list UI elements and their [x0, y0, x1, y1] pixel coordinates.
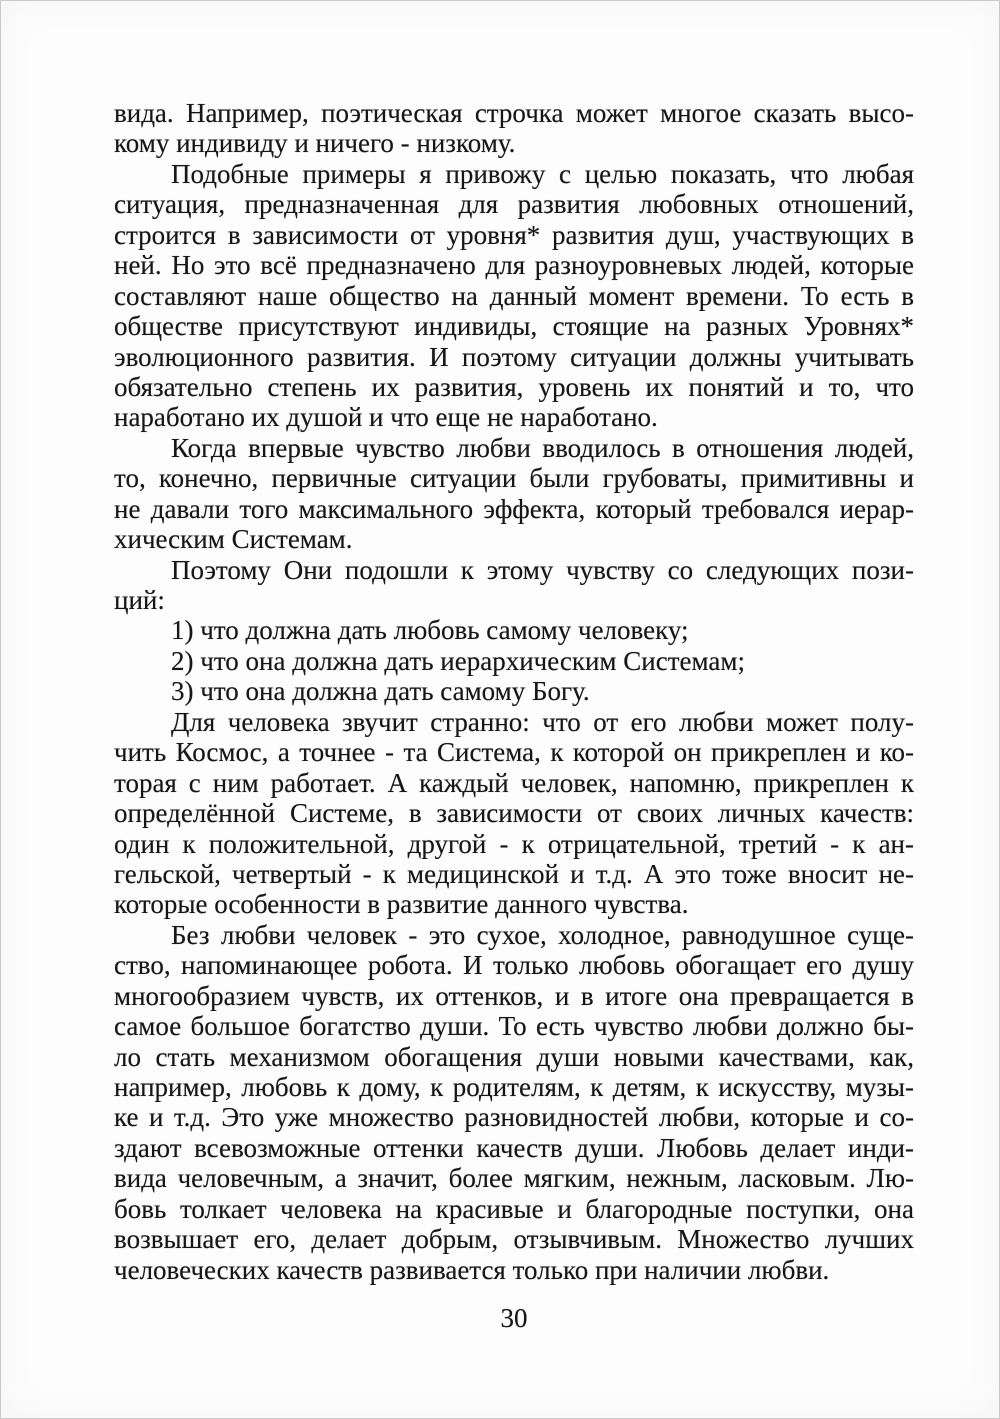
text-line: Для человека звучит странно: что от его любви может полу- — [171, 706, 914, 737]
text-line: бовь толкает человека на красивые и благородные поступки, она — [114, 1193, 914, 1224]
text-line: 2) что она должна дать иерархическим Системам; — [171, 645, 745, 676]
text-line: гельской, четвертый - к медицинской и т.д. А это тоже вносит не- — [114, 858, 914, 889]
text-line: Подобные примеры я привожу с целью показать, что любая — [171, 158, 914, 189]
text-line: строится в зависимости от уровня* развития душ, участвующих в — [114, 219, 914, 250]
text-line: не давали того максимального эффекта, который требовался иерар- — [114, 493, 914, 524]
text-line: хическим Системам. — [114, 524, 353, 555]
text-line: эволюционного развития. И поэтому ситуации должны учитывать — [114, 341, 914, 372]
text-line: ней. Но это всё предназначено для разноуровневых людей, которые — [114, 250, 914, 281]
text-line: Без любви человек - это сухое, холодное, равнодушное суще- — [171, 919, 914, 950]
text-line: самое большое богатство души. То есть чувство любви должно бы- — [114, 1011, 914, 1042]
text-line: возвышает его, делает добрым, отзывчивым. Множество лучших — [114, 1224, 914, 1255]
text-line: которые особенности в развитие данного чувства. — [114, 889, 689, 920]
text-line: один к положительной, другой - к отрицательной, третий - к ан- — [114, 828, 914, 859]
text-line: ке и т.д. Это уже множество разновидностей любви, которые и со- — [114, 1102, 914, 1133]
text-line: 1) что должна дать любовь самому человеку; — [171, 615, 689, 646]
text-line: здают всевозможные оттенки качеств души. Любовь делает инди- — [114, 1132, 914, 1163]
text-line: определённой Системе, в зависимости от своих личных качеств: — [114, 798, 914, 829]
page-number: 30 — [500, 1303, 528, 1333]
text-line: многообразием чувств, их оттенков, и в итоге она превращается в — [114, 980, 914, 1011]
text-block — [114, 98, 914, 1285]
text-line: например, любовь к дому, к родителям, к детям, к искусству, музы- — [114, 1072, 914, 1102]
text-line: Когда впервые чувство любви вводилось в отношения людей, — [171, 432, 914, 463]
text-line: Поэтому Они подошли к этому чувству со следующих пози- — [171, 554, 914, 585]
text-line: вида человечным, а значит, более мягким, нежным, ласковым. Лю- — [114, 1163, 914, 1194]
text-line: кому индивиду и ничего - низкому. — [114, 128, 516, 159]
text-line: наработано их душой и что еще не наработано. — [114, 402, 658, 433]
text-line: то, конечно, первичные ситуации были грубоваты, примитивны и — [114, 463, 914, 494]
text-line: торая с ним работает. А каждый человек, напомню, прикреплен к — [114, 767, 914, 798]
text-line: чить Космос, а точнее - та Система, к которой он прикреплен и ко- — [114, 737, 914, 768]
text-line: человеческих качеств развивается только при наличии любви. — [114, 1254, 830, 1285]
text-line: составляют наше общество на данный момент времени. То есть в — [114, 280, 914, 311]
text-line: ситуация, предназначенная для развития любовных отношений, — [114, 189, 914, 220]
text-line: ство, напоминающее робота. И только любовь обогащает его душу — [114, 950, 914, 981]
text-line: 3) что она должна дать самому Богу. — [171, 676, 590, 707]
text-line: ло стать механизмом обогащения души новыми качествами, как, — [114, 1041, 914, 1072]
text-line: ций: — [114, 585, 165, 615]
text-line: вида. Например, поэтическая строчка может многое сказать высо- — [114, 98, 914, 128]
text-line: обществе присутствуют индивиды, стоящие на разных Уровнях* — [114, 311, 914, 342]
text-line: обязательно степень их развития, уровень их понятий и то, что — [114, 371, 914, 402]
